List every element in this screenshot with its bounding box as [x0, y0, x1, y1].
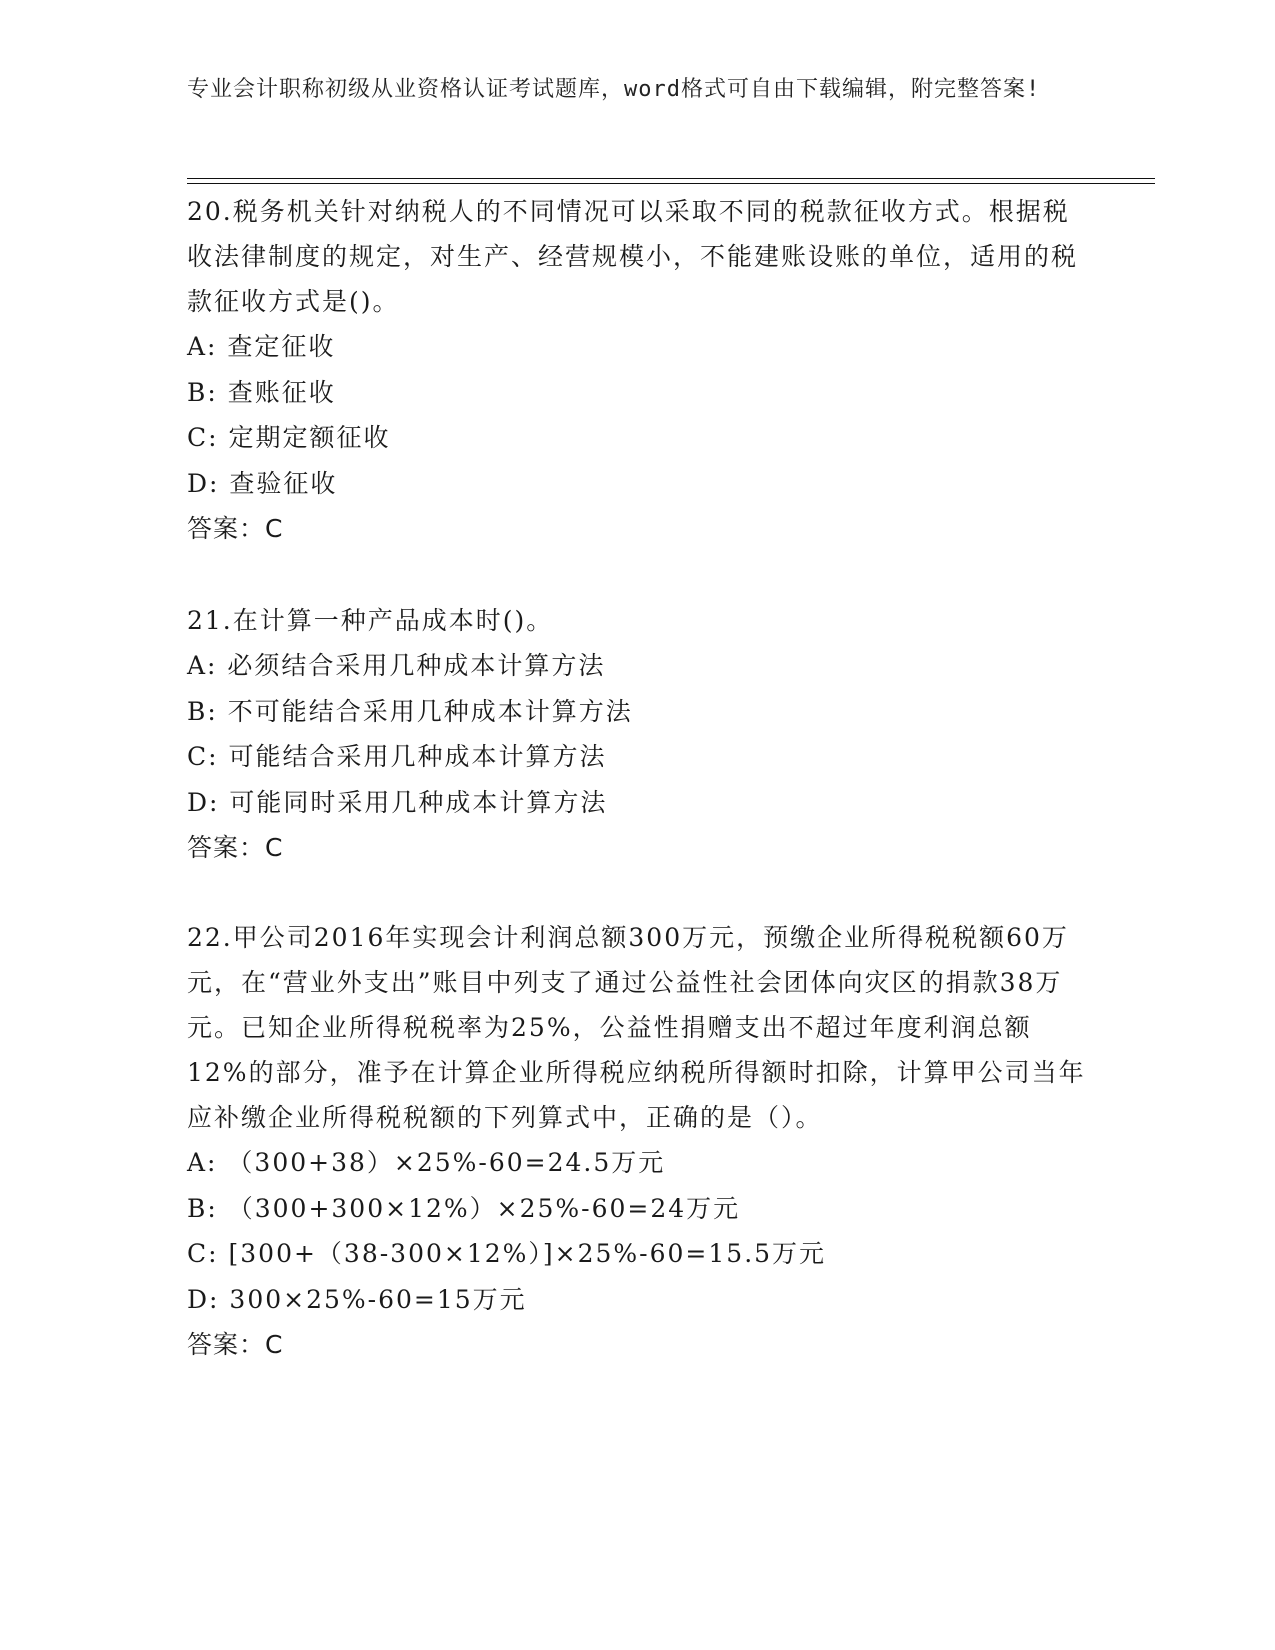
question-21 [187, 598, 1087, 871]
question-stem: 20.税务机关针对纳税人的不同情况可以采取不同的税款征收方式。根据税收法律制度的规定，对生产、经营规模小，不能建账设账的单位，适用的税款征收方式是()。 [187, 197, 1079, 316]
question-20 [187, 189, 1087, 552]
header-divider-bottom [187, 183, 1155, 184]
answer-label: 答案：C [187, 833, 284, 862]
question-stem: 21.在计算一种产品成本时()。 [187, 606, 554, 635]
option-b: B: 查账征收 [187, 377, 336, 407]
header-divider-top [187, 178, 1155, 179]
option-b: B: （300+300×12%）×25%-60=24万元 [187, 1193, 741, 1223]
question-22 [187, 915, 1087, 1368]
option-c: C: 定期定额征收 [187, 423, 391, 452]
option-a: A: 查定征收 [187, 332, 336, 361]
answer-label: 答案：C [187, 1330, 284, 1359]
answer-label: 答案：C [187, 514, 284, 543]
option-d: D: 可能同时采用几种成本计算方法 [187, 787, 608, 817]
option-b: B: 不可能结合采用几种成本计算方法 [187, 696, 633, 726]
question-stem: 22.甲公司2016年实现会计利润总额300万元，预缴企业所得税税额60万元，在“营业外支出”账目中列支了通过公益性社会团体向灾区的捐款38万元。已知企业所得税税率为25%，公益性捐赠支出不超过年度利润总额12%的部分，准予在计算企业所得税应纳税所得额时扣除，计算甲公司当年应补缴企业所得税税额的下列算式中，正确的是（）。 [187, 923, 1086, 1132]
option-d: D: 300×25%-60=15万元 [187, 1284, 527, 1314]
option-c: C: [300+（38-300×12%）]×25%-60=15.5万元 [187, 1239, 827, 1268]
page-header-text: 专业会计职称初级从业资格认证考试题库，word格式可自由下载编辑，附完整答案! [187, 77, 1041, 102]
option-d: D: 查验征收 [187, 468, 338, 498]
option-a: A: （300+38）×25%-60=24.5万元 [187, 1148, 666, 1177]
option-c: C: 可能结合采用几种成本计算方法 [187, 742, 607, 771]
option-a: A: 必须结合采用几种成本计算方法 [187, 651, 606, 680]
